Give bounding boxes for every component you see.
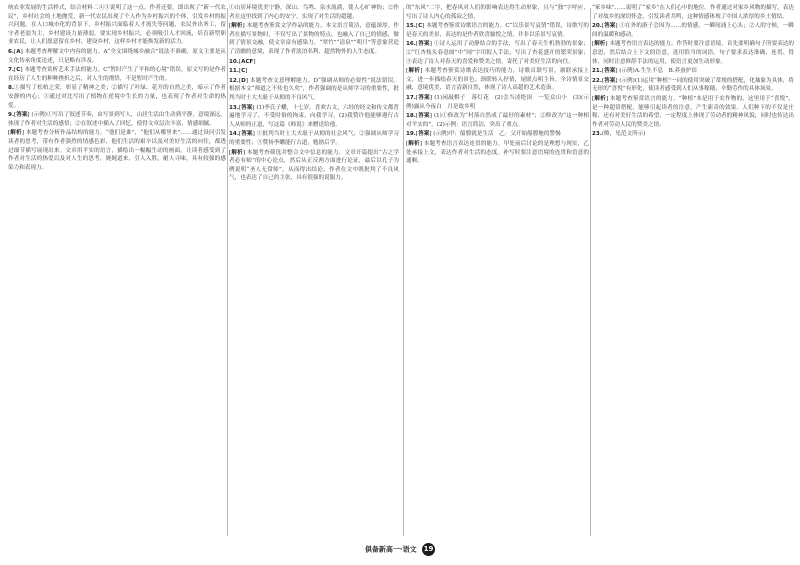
column-1 xyxy=(8,4,226,538)
answer-item xyxy=(592,4,794,21)
question-number: 14. xyxy=(229,131,239,138)
answer-text: 本题考查理解文中内容的能力。A“全文围绕城乡融合”说法不准确，原文主要是从文化传承角度论述，只是略有涉及。 xyxy=(8,48,226,64)
answer-label: 答案 xyxy=(604,68,616,75)
answer-item: 22.[答案] (示例)(1)运用“种植”一词的使用突破了常规的搭配，化抽象为具体，将无形的“喜悦”有形化，使读者感受到人们从事稼穑、辛勤劳作的具体场景。 xyxy=(592,77,794,93)
explanation-label: 解析 xyxy=(594,95,606,102)
answer-item xyxy=(229,4,399,21)
answer-text: ①在外的游子会因为……的情感，一瞬间涌上心头；②人的守候，一瞬间的温暖和感动。 xyxy=(592,23,794,38)
answer-label: 答案 xyxy=(241,104,253,111)
column-2 xyxy=(229,4,399,538)
answer-item: 6.[A] 本题考查理解文中内容的能力。A“全文围绕城乡融合”说法不准确，原文主要是从文化传承角度论述，只是略有涉及。 xyxy=(8,48,226,64)
answer-item: 10.[ACF] xyxy=(229,58,256,65)
column-divider xyxy=(403,8,404,536)
answer-text: ①描写了松柏之荣，彰显了精神之美；②描写了叶绿、花开的自然之美，暗示了作者安静的内心；③通过对比写出了植物在逆境中生长的力量，也表现了作者对生命的热爱。 xyxy=(8,85,226,109)
answer-text: 的“东风”二字，把春风对人们的影响表达得生动形象，且与“独”字呼应，写出了诗人内心的孤寂之情。 xyxy=(406,5,589,20)
question-number: 10. xyxy=(229,58,239,65)
answer-item: 19.[答案] (示例)甲：船膛就是生活 乙：父开始船膛舱的警惕 xyxy=(406,131,561,138)
answer-label: 答案 xyxy=(604,77,616,84)
answer-item xyxy=(8,4,226,47)
answer-item: 13.[答案] (1)李氏子蟠，十七岁，喜欢古文，六经的经文和传文都普遍地学习了，不受时俗的拘束，向我学习。(2)我赞许他能够遵行古人从师的正道，写这篇《师说》来赠送给他。 xyxy=(229,104,399,128)
answer-label: A xyxy=(16,48,21,55)
question-number: 13. xyxy=(229,104,239,111)
question-number: 22. xyxy=(592,77,602,84)
answer-item: 12.[D] 本题考查文意理解能力。D“强调从师的必要性”说法错误。根据本文“师道之不传也久矣”，作者强调的是从师学习的重要性，批判当时士大夫耻于从师的不良风气。 xyxy=(229,77,399,101)
answer-item: [解析] 本题考查语言表达的能力。作答时要注意语境，首先要明确句子所要表达的意思，然后结合上下文的语意，选用恰当的词语。句子要求表达准确、连贯、得体，同时注意修辞手法的运用，使语言更加生动形象。 xyxy=(592,41,794,65)
answer-text: (示例)甲：船膛就是生活 乙：父开始船膛舱的警惕 xyxy=(433,131,561,138)
answer-item xyxy=(8,84,226,110)
answer-text: (示例)A.生生不息 B.养蚕护田 xyxy=(619,68,697,75)
question-number: 18. xyxy=(406,113,416,120)
answer-text: (示例)①写出了叙述节奏，由写景到写人，山居生活由生动到平静，意境深远，体现了作者对生活的感悟；②在叙述中插入了回忆，使得文章层次丰富，情感细腻。 xyxy=(8,112,226,127)
answer-item: [解析] 本题考查分析作品结构的能力。“他们是谁”，“他们从哪里来”……通过设问引发读者的思考，带有作者强烈的情感色彩，他们生活的艰辛以及对美好生活的向往，都透过细节描写展现出来。文章用平实的语言，描绘出一幅幅生动的画面，让读者感受到了作者对生活的热爱以及对人生的思考，娓娓道来，引人入胜，耐人寻味，具有较强的感染力和表现力。 xyxy=(8,130,226,171)
column-divider xyxy=(590,8,591,536)
answer-text: “家乡味”……说明了“家乡”在人们心中的地位。作者通过对家乡风物的描写，表达了对故乡的深切怀念，引发读者共鸣，这种情感体现了中国人浓厚的乡土情结。 xyxy=(592,5,794,20)
answer-item: 15.[C] 本题考查鉴赏诗歌语言的能力。C“以乐景写哀情”错误，诗歌写的是春天的美景，表达的是作者欣喜愉悦之情，并非以乐景写哀情。 xyxy=(406,23,589,38)
answer-item: [解析] 本题考查筛选并整合文中信息的能力。文章开篇提出“古之学者必有师”的中心论点，然后从正反两方面进行论证，最后以孔子为例说明“圣人无常师”，从而得出结论。作者在文中既批判了不良风气，也表达了自己的主张，具有很强的说服力。 xyxy=(229,149,399,182)
explanation-label: 解析 xyxy=(594,41,606,48)
question-number: 21. xyxy=(592,68,602,75)
question-number: 16. xyxy=(406,41,416,48)
explanation-label: 解析 xyxy=(408,140,420,147)
answer-text: ①诗人运用了动静结合的手法，写出了春天生机勃勃的景象；②“红杏枝头春意闹”中“闹”字用拟人手法，写出了杏花盛开的繁荣景象；③表达了诗人对春天的喜爱和赞美之情，寄托了对美好生活的向往。 xyxy=(406,41,589,65)
answer-text: (1)闲敲棋子 落灯花 (2)会当凌绝顶 一览众山小 (3)(示例)露从今夜白 月是故乡明 xyxy=(406,94,589,110)
question-number: 19. xyxy=(406,131,416,138)
answer-text: 本题考查鉴赏诗歌语言的能力。C“以乐景写哀情”错误，诗歌写的是春天的美景，表达的是作者欣喜愉悦之情，并非以乐景写哀情。 xyxy=(406,23,589,38)
answer-text: ①山居环境优美宁静，深山、鸟鸣、泉水流淌，使人心旷神怡；②作者在这里找到了内心的安宁，实现了对生活的超越。 xyxy=(229,5,399,20)
answer-item: 21.[答案] (示例)A.生生不息 B.养蚕护田 xyxy=(592,68,697,75)
answer-label: C xyxy=(16,67,21,74)
answer-item: [解析] 本题考查鉴赏文学作品的能力。本文语言简洁，意蕴深厚。作者在描写景物时，不仅写出了景物的特点，也融入了自己的情感，做到了情景交融，使文章富有感染力。“翠竹”“清泉”“明月”等意象营造了清幽的意境，表现了作者淡泊名利、超然物外的人生态度。 xyxy=(229,23,399,55)
question-number: 17. xyxy=(406,94,416,101)
answer-label: 答案 xyxy=(418,131,430,138)
answer-item: 16.[答案] ①诗人运用了动静结合的手法，写出了春天生机勃勃的景象；②“红杏枝头春意闹”中“闹”字用拟人手法，写出了杏花盛开的繁荣景象；③表达了诗人对春天的喜爱和赞美之情，寄托了对美好生活的向往。 xyxy=(406,41,589,65)
answer-label: D xyxy=(241,77,246,84)
explanation-label: 解析 xyxy=(231,149,243,156)
answer-item: 7.[C] 本题考查赏析艺术手法的能力。C“暂时产生了平和的心境”错误，原文写的是作者在经历了人生的种种挫折之后，对人生的彻悟，不是暂时产生的。 xyxy=(8,67,226,82)
explanation-label: 解析 xyxy=(231,23,243,30)
answer-text: 本题考查分析作品结构的能力。“他们是谁”，“他们从哪里来”……通过设问引发读者的思考，带有作者强烈的情感色彩，他们生活的艰辛以及对美好生活的向往，都透过细节描写展现出来。文章用平实的语言，描绘出一幅幅生动的画面，让读者感受到了作者对生活的热爱以及对人生的思考，娓娓道来，引人入胜，耐人寻味，具有较强的感染力和表现力。 xyxy=(8,130,226,171)
answer-label: C xyxy=(241,68,246,75)
explanation-label: 解析 xyxy=(10,130,22,137)
question-number: 15. xyxy=(406,23,416,30)
answer-item: 17.[答案] (1)闲敲棋子 落灯花 (2)会当凌绝顶 一览众山小 (3)(示例)露从今夜白 月是故乡明 xyxy=(406,94,589,110)
question-number: 11. xyxy=(229,68,239,75)
page-number: 19 xyxy=(422,543,435,556)
answer-item: 20.[答案] ①在外的游子会因为……的情感，一瞬间涌上心头；②人的守候，一瞬间的温暖和感动。 xyxy=(592,23,794,38)
page-footer xyxy=(0,543,800,556)
answer-item: 9.[答案] (示例)①写出了叙述节奏，由写景到写人，山居生活由生动到平静，意境深远，体现了作者对生活的感悟；②在叙述中插入了回忆，使得文章层次丰富，情感细腻。 xyxy=(8,112,226,127)
answer-text: ①批判当时士大夫耻于从师的社会风气；②强调从师学习的重要性；③赞扬李蟠能行古道，勉励后学。 xyxy=(229,131,399,146)
answer-text: (1)①修改为“村落自然成了最好的素材”；②修改为“这一种相对平实的”。(2)示例：语言简洁，突出了重点。 xyxy=(406,113,589,128)
answer-item xyxy=(406,4,589,21)
question-number: 12. xyxy=(229,77,239,84)
answer-text: 本题考查语言表达的能力。作答时要注意语境，首先要明确句子所要表达的意思，然后结合上下文的语意，选用恰当的词语。句子要求表达准确、连贯、得体，同时注意修辞手法的运用，使语言更加生动形象。 xyxy=(592,41,794,65)
question-number: 7. xyxy=(8,67,15,74)
question-number: 23. xyxy=(592,131,602,138)
answer-label: 答案 xyxy=(16,112,28,119)
column-divider xyxy=(227,8,228,536)
answer-text: 本题考查筛选并整合文中信息的能力。文章开篇提出“古之学者必有师”的中心论点，然后从正反两方面进行论证，最后以孔子为例说明“圣人无常师”，从而得出结论。作者在文中既批判了不良风气，也表达了自己的主张，具有很强的说服力。 xyxy=(229,149,399,182)
column-3 xyxy=(406,4,589,538)
answer-text: (1)李氏子蟠，十七岁，喜欢古文，六经的经文和传文都普遍地学习了，不受时俗的拘束，向我学习。(2)我赞许他能够遵行古人从师的正道，写这篇《师说》来赠送给他。 xyxy=(229,104,399,128)
answer-item: 18.[答案] (1)①修改为“村落自然成了最好的素材”；②修改为“这一种相对平实的”。(2)示例：语言简洁，突出了重点。 xyxy=(406,113,589,128)
answer-text: 统农业发展的生活样式，结合材料二④③说明了这一点。作者还要，即出现了“新一代农民”，乡村社会的土地抛荒，新一代农民出现了个人作为乡村振兴的个体，引发乡村的振兴问题。在人口城市化的背景下，乡村振兴面临着人才流失等问题，农民外出务工，留守者老弱为主，乡村建设力量薄弱。要实现乡村振兴，必须吸引人才回流，培育新型职业农民，让人们愿意留在乡村、建设乡村，这样乡村才能焕发新的活力。 xyxy=(8,5,226,46)
answer-item xyxy=(592,130,794,139)
answer-item: [解析] 本题考查语言表达连贯的能力。甲处前后讨论的是理想与现实，乙处承接上文，表达作者对生活的态度。补写时要注意语境的连贯和语意的通顺。 xyxy=(406,140,589,165)
answer-text: 本题考查鉴赏诗歌表达技巧的能力。诗歌首联写景，颔联承接上文，进一步描绘春天的景色；颈联转入抒情，尾联点明主旨。全诗情景交融，意境优美，语言清新自然，体现了诗人高超的艺术造诣。 xyxy=(406,68,589,92)
answer-text: 本题考查语言表达连贯的能力。甲处前后讨论的是理想与现实，乙处承接上文，表达作者对生活的态度。补写时要注意语境的连贯和语意的通顺。 xyxy=(406,140,589,165)
answer-item: 14.[答案] ①批判当时士大夫耻于从师的社会风气；②强调从师学习的重要性；③赞扬李蟠能行古道，勉励后学。 xyxy=(229,131,399,146)
question-number: 20. xyxy=(592,23,602,30)
answer-item: [解析] 本题考查鉴赏语言的能力。“种植”本是用于农作物的，这里用于“喜悦”，是一种超常搭配，能够引起读者的注意，产生新奇的效果。人们种下的不仅是庄稼，还有对美好生活的希望，一定程度上体现了劳动者的精神风貌，同时也传达出作者对劳动人民的赞美之情。 xyxy=(592,95,794,128)
answer-text: 本题考查鉴赏语言的能力。“种植”本是用于农作物的，这里用于“喜悦”，是一种超常搭配，能够引起读者的注意，产生新奇的效果。人们种下的不仅是庄稼，还有对美好生活的希望，一定程度上体现了劳动者的精神风貌，同时也传达出作者对劳动人民的赞美之情。 xyxy=(592,95,794,128)
question-number: 9. xyxy=(8,112,15,119)
answer-text: (示例)(1)运用“种植”一词的使用突破了常规的搭配，化抽象为具体，将无形的“喜悦”有形化，使读者感受到人们从事稼穑、辛勤劳作的具体场景。 xyxy=(592,77,794,93)
answer-label: 答案 xyxy=(241,131,253,138)
question-number: 6. xyxy=(8,48,15,55)
answer-item: [解析] 本题考查鉴赏诗歌表达技巧的能力。诗歌首联写景，颔联承接上文，进一步描绘春天的景色；颈联转入抒情，尾联点明主旨。全诗情景交融，意境优美，语言清新自然，体现了诗人高超的艺术造诣。 xyxy=(406,68,589,92)
footer-label: 俱备新高一·语文 xyxy=(364,545,417,554)
answer-text: (略，见范文所示) xyxy=(601,131,646,138)
answer-label: 答案 xyxy=(418,113,430,120)
answer-text: 本题考查文意理解能力。D“强调从师的必要性”说法错误。根据本文“师道之不传也久矣”，作者强调的是从师学习的重要性，批判当时士大夫耻于从师的不良风气。 xyxy=(229,77,399,101)
answer-text: 本题考查赏析艺术手法的能力。C“暂时产生了平和的心境”错误，原文写的是作者在经历了人生的种种挫折之后，对人生的彻悟，不是暂时产生的。 xyxy=(8,67,226,82)
answer-text: 本题考查鉴赏文学作品的能力。本文语言简洁，意蕴深厚。作者在描写景物时，不仅写出了景物的特点，也融入了自己的情感，做到了情景交融，使文章富有感染力。“翠竹”“清泉”“明月”等意象营造了清幽的意境，表现了作者淡泊名利、超然物外的人生态度。 xyxy=(229,23,399,55)
column-4 xyxy=(592,4,794,538)
answer-label: C xyxy=(418,23,423,30)
answer-label: ACF xyxy=(241,58,254,65)
answer-label: 答案 xyxy=(418,41,430,48)
question-number: 8. xyxy=(8,85,15,92)
explanation-label: 解析 xyxy=(408,68,421,75)
answer-label: 答案 xyxy=(418,94,431,101)
answer-label: 答案 xyxy=(604,23,616,30)
answer-item: 11.[C] xyxy=(229,68,248,75)
